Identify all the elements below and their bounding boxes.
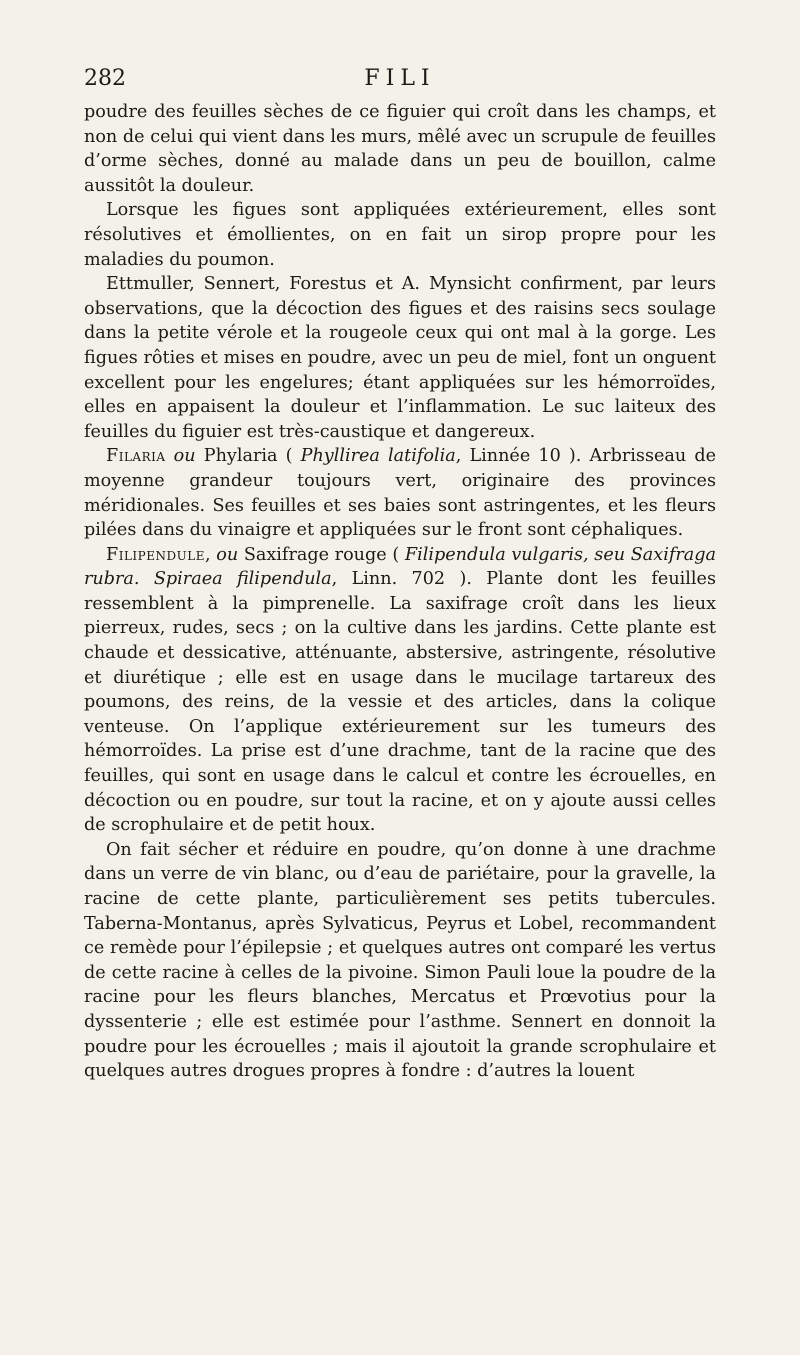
entry-text: , Linnée 10 ). Arbrisseau de moyenne grandeur toujours vert, originaire des provinces méridionales. Ses feuilles et ses baies sont astringentes, et les fleurs pilées dans du vinaigre et appliquées sur le front sont céphaliques. (84, 446, 717, 541)
common-name: Phylaria ( (203, 446, 301, 467)
latin-name: Filipendula vulgaris, seu Saxifraga rubra. Spiraea filipendula (84, 544, 717, 590)
paragraph-filipendule-uses: On fait sécher et réduire en poudre, qu’on donne à une drachme dans un verre de vin blanc, ou d’eau de pariétaire, pour la gravelle, la racine de cette plante, particulièrement ses petits tubercules. Taberna-Montanus, après Sylvaticus, Peyrus et Lobel, recommandent ce remède pour l’épilepsie ; et quelques autres ont comparé les vertus de cette racine à celles de la pivoine. Simon Pauli loue la poudre de la racine pour les fleurs blanches, Mercatus et Prœvotius pour la dyssenterie ; elle est estimée pour l’asthme. Sennert en donnoit la poudre pour les écrouelles ; mais il ajoutoit la grande scrophulaire et quelques autres drogues propres à fondre : d’autres la louent (84, 839, 716, 1082)
paragraph-fig-continued: poudre des feuilles sèches de ce figuier qui croît dans les champs, et non de celui qui vient dans les murs, mêlé avec un scrupule de feuilles d’orme sèches, donné au malade dans un peu de bouillon, calme aussitôt la douleur. (84, 102, 716, 196)
paragraph-fig-external: Lorsque les figues sont appliquées extérieurement, elles sont résolutives et émollientes, on en fait un sirop propre pour les maladies du poumon. (84, 200, 716, 270)
body-text (84, 100, 716, 1084)
headword-filaria: Filaria (106, 446, 166, 467)
running-title: FILI (364, 66, 436, 91)
page-header (84, 66, 716, 98)
conjunction: ou (165, 446, 204, 467)
entry-filipendule (84, 543, 716, 838)
entry-filaria (84, 444, 716, 542)
separator: , (204, 544, 217, 565)
headword-filipendule: Filipendule (106, 544, 205, 565)
page-number: 282 (84, 66, 126, 91)
common-name: Saxifrage rouge ( (238, 544, 405, 565)
conjunction: ou (216, 544, 239, 565)
paragraph-fig-observations: Ettmuller, Sennert, Forestus et A. Mynsicht confirment, par leurs observations, que la décoction des figues et des raisins secs soulage dans la petite vérole et la rougeole ceux qui ont mal à la gorge. Les figues rôties et mises en poudre, avec un peu de miel, font un onguent excellent pour les engelures; étant appliquées sur les hémorroïdes, elles en appaisent la douleur et l’inflammation. Le suc laiteux des feuilles du figuier est très-caustique et dangereux. (84, 274, 716, 442)
entry-text: , Linn. 702 ). Plante dont les feuilles ressemblent à la pimprenelle. La saxifrage croît dans les lieux pierreux, rudes, secs ; on la cultive dans les jardins. Cette plante est chaude et dessicative, atténuante, abstersive, astringente, résolutive et diurétique ; elle est en usage dans le mucilage tartareux des poumons, des reins, de la vessie et des articles, dans la colique venteuse. On l’applique extérieurement sur les tumeurs des hémorroïdes. La prise est d’une drachme, tant de la racine que des feuilles, qui sont en usage dans le calcul et contre les écrouelles, en décoction ou en poudre, sur tout la racine, et on y ajoute aussi celles de scrophulaire et de petit houx. (84, 569, 716, 836)
latin-name: Phyllirea latifolia (300, 446, 456, 467)
